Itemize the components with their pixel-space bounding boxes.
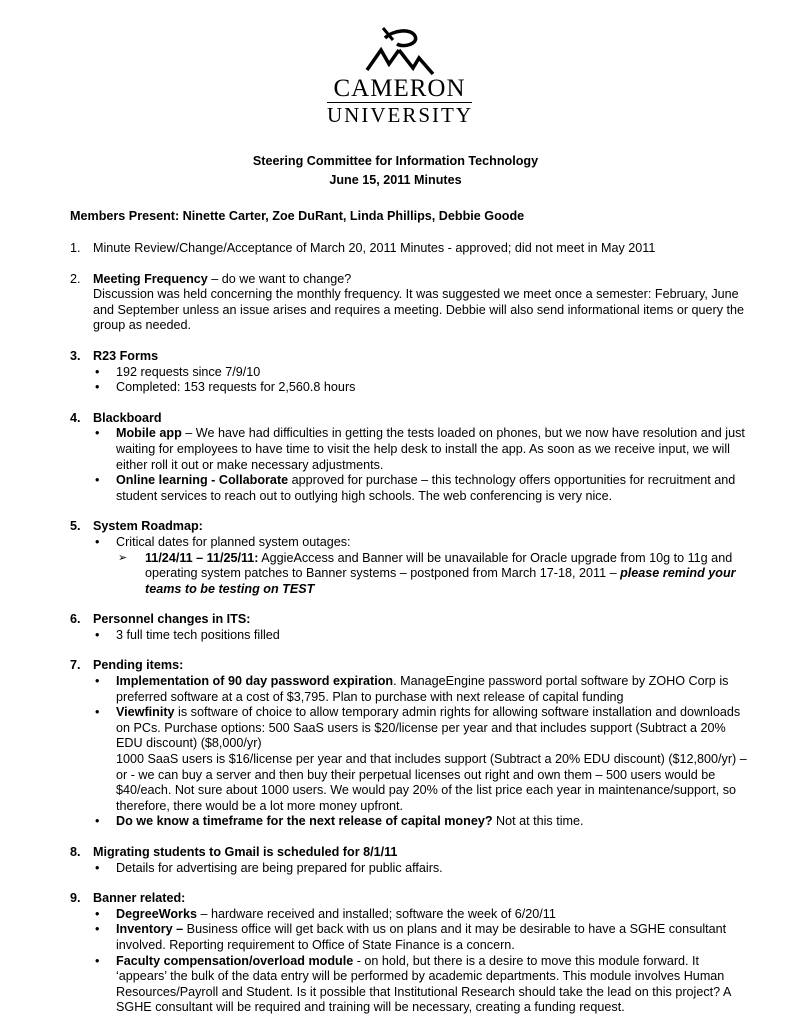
sub-list-item-emphasis: please remind your teams to be testing on TEST [145,566,736,596]
list-item [93,954,750,1016]
list-item: • 3 full time tech positions filled [93,628,750,644]
list-item [93,473,750,504]
sub-list-item [116,551,750,598]
members-present: Members Present: Ninette Carter, Zoe DuRant, Linda Phillips, Debbie Goode [70,209,525,223]
item-number: 9. [70,891,81,906]
list-item-text: - on hold, but there is a desire to move this module forward. It ‘appears’ the bulk of the data entry will be performed by academic departments. This module involves Human Resources/Payroll and Student. Is it possible that Institutional Research should take the lead on this project? A SGHE consultant will be required and training will be necessary, creating a funding request. [116,953,731,1015]
item-number: 1. [70,241,81,255]
list-item-label: Mobile app [116,426,182,441]
item-number: 2. [70,271,81,286]
list-item [93,922,750,953]
list-item-label: Faculty compensation/overload module [116,953,354,968]
list-item-text: . ManageEngine password portal software by ZOHO Corp is preferred software at a cost of $3,795. Plan to purchase with next release of capital funding [116,674,729,704]
list-item-text: Not at this time. [492,814,584,829]
item-3-r23-forms [70,349,750,396]
list-item [93,674,750,705]
document-date: June 15, 2011 Minutes [329,173,462,187]
minutes-body [70,241,750,1031]
item-text: Minute Review/Change/Acceptance of March 20, 2011 Minutes - approved; did not meet in May 2011 [93,241,656,255]
item-heading: R23 Forms [93,348,159,363]
item-heading: Blackboard [93,410,162,425]
list-item-label: Implementation of 90 day password expiration [116,674,394,689]
list-item [93,814,750,830]
list-item-label: DegreeWorks [116,906,197,921]
list-item-label: Do we know a timeframe for the next release of capital money? [116,814,493,829]
cameron-logo-mark-icon [363,24,437,76]
list-item-text: approved for purchase – this technology offers opportunities for recruitment and student services to reach out to outlying high schools. The web conferencing is very nice. [116,473,736,503]
item-number: 3. [70,348,81,363]
item-7-pending-items [70,658,750,830]
list-item-text: – We have had difficulties in getting the tests loaded on phones, but we now have resolution and just waiting for employees to have time to visit the help desk to install the app. As soon as we receive input, we will either roll it out or make necessary adjustments. [116,426,745,472]
item-heading: Migrating students to Gmail is scheduled for 8/1/11 [93,845,398,859]
list-item: • Details for advertising are being prepared for public affairs. [93,861,750,877]
list-item-text: Critical dates for planned system outages: [116,534,351,549]
item-heading-rest: – do we want to change? [207,271,352,286]
item-heading: Pending items: [93,658,184,673]
item-heading: System Roadmap: [93,519,203,534]
list-item-text-continued: 1000 SaaS users is $16/license per year and that includes support (Subtract a 20% EDU discount) ($12,800/yr) – or - we can buy a server and then buy their perpetual licenses out right and own them – 500 users would be $40/each. Not sure about 1000 users. We would pay 20% of the list price each year in maintenance/support, so therefore, there would be a lot more money upfront. [116,752,747,813]
list-item-label: Viewfinity [116,705,175,720]
list-item [93,705,750,814]
list-item-text: – hardware received and installed; software the week of 6/20/11 [196,906,556,921]
item-heading: Personnel changes in ITS: [93,612,251,627]
sub-list-item-text: AggieAccess and Banner will be unavailable for Oracle upgrade from 10g to 11g and operating system patches to Banner systems – postponed from March 17-18, 2011 – [145,550,733,581]
item-number: 8. [70,845,81,859]
item-9-banner-related [70,891,750,1016]
item-5-system-roadmap [70,519,750,597]
list-item-text: Business office will get back with us on plans and it may be desirable to have a SGHE consultant involved. Reporting requirement to Office of State Finance is a concern. [116,922,727,952]
item-number: 5. [70,519,81,534]
item-heading: Banner related: [93,891,186,906]
sub-list-item-label: 11/24/11 – 11/25/11: [145,550,259,565]
item-heading: Meeting Frequency [93,271,208,286]
list-item [93,535,750,597]
list-item [93,907,750,923]
list-item-text: is software of choice to allow temporary admin rights for allowing software installation and downloads on PCs. Purchase options: 500 SaaS users is $20/license per year and that includes support (Subtract a 20% EDU discount) ($8,000/yr) [116,705,741,751]
item-number: 6. [70,612,81,627]
item-text: Discussion was held concerning the monthly frequency. It was suggested we meet once a semester: February, June and September unless an issue arises and requires a meeting. Debbie will also send informational items or query the group as needed. [93,287,745,333]
cameron-university-logo [327,24,472,132]
logo-wordmark-university: UNIVERSITY [327,103,473,127]
item-number: 4. [70,410,81,425]
list-item-label: Inventory – [116,922,184,937]
list-item-label: Online learning - Collaborate [116,473,289,488]
list-item: • Completed: 153 requests for 2,560.8 hours [93,380,750,396]
item-4-blackboard [70,411,750,505]
item-number: 7. [70,658,81,673]
item-1-minute-review [70,241,750,257]
document-title: Steering Committee for Information Technology [252,154,539,168]
item-8-gmail-migration [70,845,750,876]
item-2-meeting-frequency [70,272,750,334]
list-item: • 192 requests since 7/9/10 [93,365,750,381]
item-6-personnel-changes [70,612,750,643]
logo-wordmark-cameron: CAMERON [333,75,466,102]
list-item [93,426,750,473]
